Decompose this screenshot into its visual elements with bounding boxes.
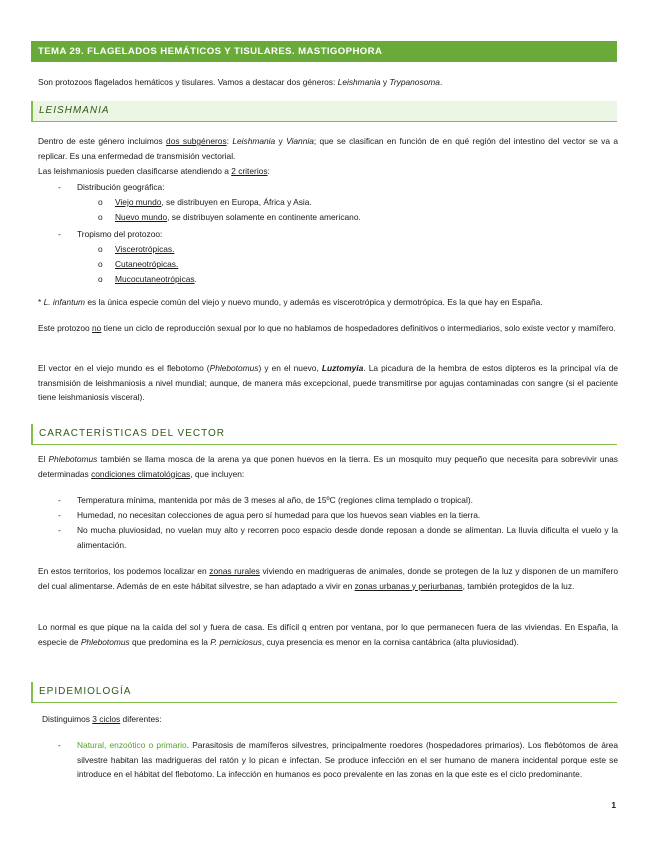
condition-rainfall: No mucha pluviosidad, no vuelan muy alto y recorren poco espacio desde donde reposan a donde se alimentan. La lluvia dificulta el vuelo y la alimentación. (77, 525, 618, 550)
italic-text: Phlebotomus (48, 454, 98, 464)
underlined-text: Cutaneotrópicas. (115, 259, 179, 269)
text: , cuya presencia es menor en la cornisa cantábrica (alta pluviosidad). (261, 636, 519, 647)
text: . La picadura de la hembra de estos dípteros es la principal vía de transmisión de leishmaniosis a nivel mundial; aunque, de manera más excepcional, puede transmitirse por agujas contaminadas con sangre (si el paciente tiene leishmaniosis visceral). (38, 363, 619, 402)
underlined-text: no (92, 323, 102, 333)
cycle-natural (77, 738, 618, 782)
list-item (58, 738, 618, 798)
text: El (38, 454, 49, 464)
genus-trypanosoma: Trypanosoma (389, 77, 440, 87)
italic-text: Luztomyia (321, 363, 364, 373)
criterion-tropism: Tropismo del protozoo: (77, 229, 163, 239)
circle-bullet: o (98, 197, 103, 207)
underlined-text: 3 ciclos (92, 714, 121, 724)
cycles-list (58, 738, 618, 798)
list-item (58, 523, 618, 553)
vector-paragraph-3 (38, 620, 618, 649)
leish-paragraph-3 (38, 321, 618, 336)
epi-paragraph-1 (42, 712, 622, 727)
infantum-note (38, 295, 618, 310)
conditions-list (58, 493, 618, 553)
italic-text: Phlebotomus (80, 636, 130, 647)
list-item (58, 508, 618, 523)
dash-bullet: - (58, 182, 61, 192)
circle-bullet: o (98, 212, 103, 222)
dash-bullet: - (58, 229, 61, 239)
italic-text: L. infantum (43, 297, 86, 307)
condition-humidity: Humedad, no necesitan colecciones de agua pero sí humedad para que los huevos sean viables en la tierra. (77, 510, 481, 520)
leish-paragraph-2 (38, 164, 618, 179)
genus-leishmania: Leishmania (337, 77, 381, 87)
section-epidemiology: EPIDEMIOLOGÍA (31, 682, 617, 703)
text: Lo normal es que pique na la caída del sol y fuera de casa. Es difícil q entren por ventana, por lo que permanecen fuera de las viviendas. En España, la especie de (38, 622, 618, 647)
text: tiene un ciclo de reproducción sexual por lo que no hablamos de hospedadores definitivos o intermediarios, solo existe vector y mamífero. (101, 323, 616, 333)
list-item (58, 227, 618, 242)
text: . Parasitosis de mamíferos silvestres, principalmente roedores (hospedadores primarios). Los flebótomos de área silvestre habitan las madrigueras del ratón y lo pican e infectan. Se produce infección en el ser humano de manera incidental porque este se introduce en el hábitat del flebotomo. La infección en humanos es poco prevalente en las zonas en la que este es el ciclo predominante. (77, 740, 618, 779)
green-highlight-text: Natural, enzoótico o primario (77, 740, 187, 750)
list-item (58, 493, 618, 508)
leish-paragraph-1 (38, 134, 618, 163)
list-item (58, 210, 618, 227)
vector-paragraph-2 (38, 564, 618, 593)
text: ) y en el nuevo, (258, 363, 322, 373)
text: también se llama mosca de la arena ya que ponen huevos en la tierra. Es un mosquito muy pequeño que necesita para sobrevivir unas determinadas (38, 454, 618, 479)
underlined-text: Mucocutaneotrópicas (115, 274, 195, 284)
list-item (58, 242, 618, 257)
circle-bullet: o (98, 274, 103, 284)
underlined-text: Viscerotrópicas. (115, 244, 175, 254)
criterion-geographic: Distribución geográfica: (77, 182, 165, 192)
list-item (58, 195, 618, 210)
text: , se distribuyen solamente en continente americano. (167, 212, 361, 222)
document-title: TEMA 29. FLAGELADOS HEMÁTICOS Y TISULARES. MASTIGOPHORA (31, 41, 617, 62)
dash-bullet: - (58, 495, 61, 505)
italic-text: Phlebotomus (209, 363, 259, 373)
italic-text: Viannia (286, 136, 314, 146)
underlined-text: zonas urbanas y periurbanas (354, 580, 463, 591)
underlined-text: zonas rurales (209, 566, 260, 576)
underlined-text: dos subgéneros (166, 136, 227, 146)
text: ; que se clasifican en función de en qué región del intestino del vector se va a replicar. Es una enfermedad de transmisión vectorial. (38, 136, 618, 161)
text: , que incluyen: (190, 468, 245, 479)
underlined-text: Viejo mundo (115, 197, 162, 207)
intro-end: . (439, 77, 443, 87)
text: y (275, 136, 287, 146)
intro-text: Son protozoos flagelados hemáticos y tisulares. Vamos a destacar dos géneros: (38, 77, 338, 87)
leish-paragraph-4 (38, 361, 618, 405)
condition-temperature: Temperatura mínima, mantenida por más de 3 meses al año, de 15ºC (regiones clima templado o tropical). (77, 495, 473, 505)
text: Distinguimos (42, 714, 93, 724)
text: , se distribuyen en Europa, África y Asia. (161, 197, 312, 207)
dash-bullet: - (58, 525, 61, 535)
text: * (38, 297, 44, 307)
page-number: 1 (611, 800, 616, 810)
italic-text: Leishmania (232, 136, 276, 146)
text: Las leishmaniosis pueden clasificarse atendiendo a (38, 166, 232, 176)
text: En estos territorios, los podemos localizar en (38, 566, 210, 576)
text: : (226, 136, 233, 146)
list-item (58, 272, 618, 287)
text: viviendo en madrigueras de animales, donde se protegen de la luz y disponen de un mamífero del cual alimentarse. Además de en este hábitat silvestre, se han adaptado a vivir en (38, 566, 618, 591)
section-leishmania: LEISHMANIA (31, 101, 617, 122)
section-vector: CARACTERÍSTICAS DEL VECTOR (31, 424, 617, 445)
underlined-text: 2 criterios (231, 166, 268, 176)
intro-paragraph (38, 75, 618, 90)
text: , también protegidos de la luz. (462, 580, 575, 591)
text: diferentes: (120, 714, 162, 724)
intro-and: y (380, 77, 390, 87)
text: : (267, 166, 270, 176)
underlined-text: condiciones climatológicas (91, 468, 191, 479)
criteria-list (58, 180, 618, 287)
text: Este protozoo (38, 323, 93, 333)
text: que predomina es la (129, 636, 211, 647)
dash-bullet: - (58, 510, 61, 520)
dash-bullet: - (58, 740, 61, 750)
text: es la única especie común del viejo y nuevo mundo, y además es viscerotrópica y dermotrópica. Es la que hay en España. (85, 297, 543, 307)
text: . (194, 274, 197, 284)
list-item (58, 180, 618, 195)
vector-paragraph-1 (38, 452, 618, 481)
underlined-text: Nuevo mundo (115, 212, 168, 222)
italic-text: P. perniciosus (210, 636, 262, 647)
text: El vector en el viejo mundo es el flebotomo ( (38, 363, 210, 373)
text: Dentro de este género incluimos (38, 136, 167, 146)
list-item (58, 257, 618, 272)
circle-bullet: o (98, 259, 103, 269)
circle-bullet: o (98, 244, 103, 254)
